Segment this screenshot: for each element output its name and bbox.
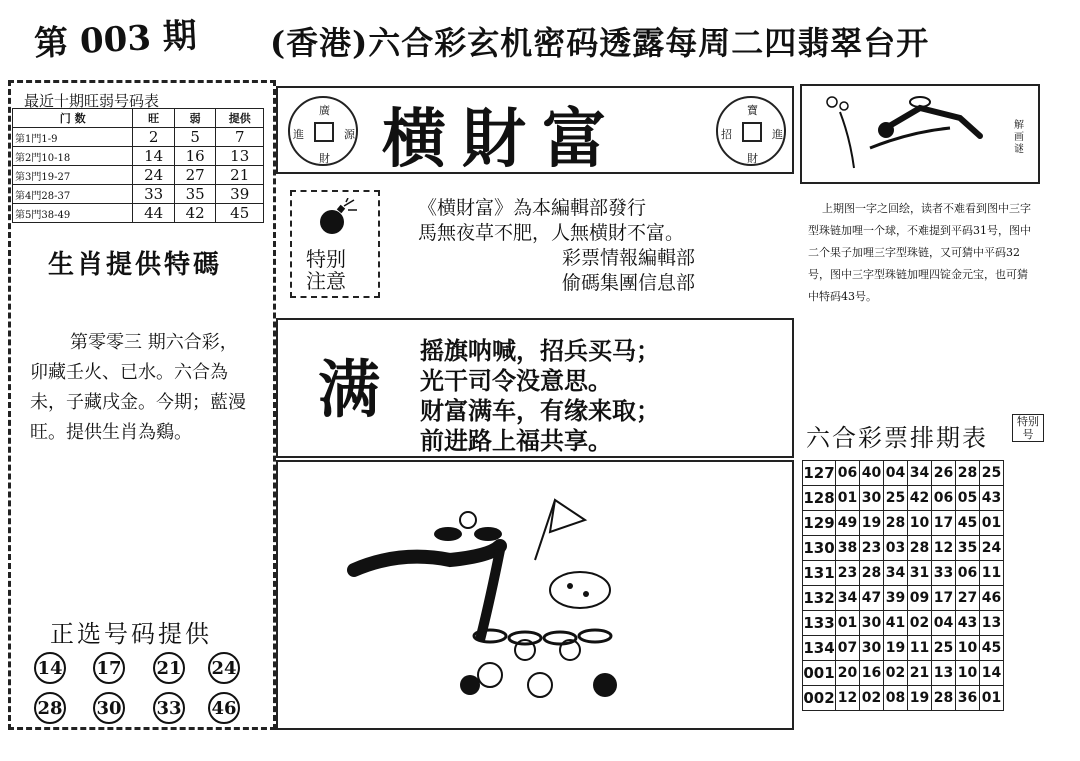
stats-cell: 2: [133, 128, 175, 147]
schedule-number: 10: [956, 661, 980, 686]
coin-char: 源: [344, 128, 355, 141]
stats-cell: 14: [133, 147, 175, 166]
intro-line: 《横財富》為本編輯部發行: [418, 197, 647, 219]
pick-number: 33: [153, 692, 185, 724]
notice-label-line: 特别: [306, 247, 346, 271]
coin-char: 財: [319, 152, 330, 165]
stats-cell: 7: [216, 128, 264, 147]
schedule-number: 28: [956, 461, 980, 486]
schedule-period: 127: [803, 461, 836, 486]
puzzle-drawing: [340, 490, 640, 730]
schedule-number: 04: [884, 461, 908, 486]
coin-char: 進: [772, 128, 783, 141]
schedule-special-number: 45: [980, 636, 1004, 661]
schedule-period: 001: [803, 661, 836, 686]
stats-col-header: 提供: [216, 109, 264, 128]
schedule-number: 10: [956, 636, 980, 661]
bomb-icon: [314, 198, 358, 240]
schedule-number: 19: [884, 636, 908, 661]
page-header: [20, 8, 1060, 68]
schedule-number: 34: [884, 561, 908, 586]
schedule-row: [803, 661, 1004, 686]
stats-cell: 35: [174, 185, 216, 204]
stats-cell: 42: [174, 204, 216, 223]
schedule-number: 30: [860, 636, 884, 661]
intro-line: 馬無夜草不肥，人無横財不富。: [418, 222, 685, 244]
schedule-number: 04: [932, 611, 956, 636]
stats-row: [13, 204, 264, 223]
schedule-row: [803, 536, 1004, 561]
stats-cell: 45: [216, 204, 264, 223]
schedule-number: 34: [836, 586, 860, 611]
stats-cell: 27: [174, 166, 216, 185]
poem-text: [420, 336, 660, 456]
schedule-number: 12: [836, 686, 860, 711]
pick-number: 21: [153, 652, 185, 684]
stats-table: [12, 108, 264, 223]
stats-door: 第4門28-37: [13, 185, 133, 204]
schedule-number: 21: [908, 661, 932, 686]
poem-line: 光干司令没意思。: [420, 367, 612, 395]
schedule-number: 28: [932, 686, 956, 711]
stats-row: [13, 147, 264, 166]
schedule-special-number: 43: [980, 486, 1004, 511]
stats-cell: 16: [174, 147, 216, 166]
schedule-row: [803, 461, 1004, 486]
schedule-number: 07: [836, 636, 860, 661]
schedule-number: 19: [860, 511, 884, 536]
intro-line: 偷碼集團信息部: [562, 272, 696, 294]
riddle-text: 上期图一字之回绘，读者不难看到图中三字型珠链加哩一个球，不难提到平码31号，图中二个果子加哩三字型珠链，又可猜中平码32号，图中三字型珠链加哩四锭金元宝，也可猜中特码43号。: [808, 202, 1031, 303]
stats-door: 第2門10-18: [13, 147, 133, 166]
schedule-period: 134: [803, 636, 836, 661]
schedule-row: [803, 686, 1004, 711]
schedule-row: [803, 561, 1004, 586]
stats-cell: 44: [133, 204, 175, 223]
page-title: (香港)六合彩玄机密码透露每周二四翡翠台开: [270, 24, 930, 62]
picks-title: 正选号码提供: [50, 620, 212, 648]
schedule-number: 02: [884, 661, 908, 686]
stats-col-header: 旺: [133, 109, 175, 128]
schedule-period: 133: [803, 611, 836, 636]
schedule-number: 13: [932, 661, 956, 686]
schedule-special-number: 24: [980, 536, 1004, 561]
stats-col-header: 门 数: [13, 109, 133, 128]
schedule-number: 33: [932, 561, 956, 586]
schedule-number: 05: [956, 486, 980, 511]
schedule-number: 43: [956, 611, 980, 636]
schedule-number: 30: [860, 611, 884, 636]
schedule-number: 45: [956, 511, 980, 536]
schedule-number: 09: [908, 586, 932, 611]
schedule-number: 06: [932, 486, 956, 511]
stats-cell: 21: [216, 166, 264, 185]
schedule-row: [803, 636, 1004, 661]
schedule-number: 20: [836, 661, 860, 686]
pick-number: 14: [34, 652, 66, 684]
schedule-number: 35: [956, 536, 980, 561]
schedule-number: 02: [908, 611, 932, 636]
schedule-number: 12: [932, 536, 956, 561]
poem-line: 摇旗呐喊，招兵买马；: [420, 337, 660, 365]
schedule-number: 23: [860, 536, 884, 561]
schedule-number: 17: [932, 511, 956, 536]
schedule-number: 08: [884, 686, 908, 711]
zodiac-text: 第零零三 期六合彩，卯藏壬火、已水。六合為未，子藏戌金。今期；藍漫旺。提供生肖為鷄。: [30, 332, 246, 443]
poem-line: 前进路上福共享。: [420, 427, 612, 455]
schedule-period: 129: [803, 511, 836, 536]
intro-text: [418, 196, 695, 296]
coin-left-icon: [288, 96, 358, 166]
schedule-number: 49: [836, 511, 860, 536]
stats-door: 第1門1-9: [13, 128, 133, 147]
schedule-number: 10: [908, 511, 932, 536]
schedule-special-number: 11: [980, 561, 1004, 586]
schedule-number: 39: [884, 586, 908, 611]
coin-char: 廣: [319, 104, 330, 117]
schedule-row: [803, 586, 1004, 611]
schedule-number: 36: [956, 686, 980, 711]
pick-number: 17: [93, 652, 125, 684]
schedule-number: 11: [908, 636, 932, 661]
schedule-number: 01: [836, 486, 860, 511]
coin-right-icon: [716, 96, 786, 166]
schedule-number: 28: [884, 511, 908, 536]
stats-door: 第5門38-49: [13, 204, 133, 223]
schedule-number: 47: [860, 586, 884, 611]
schedule-number: 23: [836, 561, 860, 586]
stats-cell: 39: [216, 185, 264, 204]
schedule-number: 06: [836, 461, 860, 486]
schedule-number: 25: [884, 486, 908, 511]
schedule-period: 002: [803, 686, 836, 711]
riddle-drawing: [810, 88, 1000, 180]
schedule-period: 131: [803, 561, 836, 586]
schedule-row: [803, 486, 1004, 511]
schedule-number: 03: [884, 536, 908, 561]
schedule-number: 40: [860, 461, 884, 486]
coin-char: 招: [721, 128, 732, 141]
stats-cell: 24: [133, 166, 175, 185]
schedule-period: 130: [803, 536, 836, 561]
schedule-special-number: 14: [980, 661, 1004, 686]
poem-big-char: 满: [318, 353, 381, 426]
schedule-number: 06: [956, 561, 980, 586]
stats-cell: 13: [216, 147, 264, 166]
stats-cell: 33: [133, 185, 175, 204]
stats-table-title: 最近十期旺弱号码表: [24, 92, 160, 110]
schedule-special-number: 13: [980, 611, 1004, 636]
schedule-special-number: 01: [980, 511, 1004, 536]
riddle-label: 解画谜: [1014, 120, 1024, 155]
schedule-number: 25: [932, 636, 956, 661]
schedule-period: 132: [803, 586, 836, 611]
stats-door: 第3門19-27: [13, 166, 133, 185]
schedule-number: 31: [908, 561, 932, 586]
schedule-row: [803, 511, 1004, 536]
schedule-number: 28: [860, 561, 884, 586]
notice-label: [306, 248, 346, 292]
schedule-number: 02: [860, 686, 884, 711]
pick-number: 46: [208, 692, 240, 724]
schedule-number: 41: [884, 611, 908, 636]
pick-number: 24: [208, 652, 240, 684]
schedule-number: 34: [908, 461, 932, 486]
schedule-number: 17: [932, 586, 956, 611]
poem-line: 财富满车，有缘来取；: [420, 397, 660, 425]
schedule-table: [802, 460, 1004, 711]
schedule-number: 16: [860, 661, 884, 686]
coin-char: 寶: [747, 104, 758, 117]
schedule-number: 27: [956, 586, 980, 611]
pick-number: 28: [34, 692, 66, 724]
schedule-number: 38: [836, 536, 860, 561]
schedule-number: 19: [908, 686, 932, 711]
stats-row: [13, 166, 264, 185]
schedule-number: 30: [860, 486, 884, 511]
zodiac-title: 生肖提供特碼: [48, 250, 223, 280]
schedule-number: 26: [932, 461, 956, 486]
pick-number: 30: [93, 692, 125, 724]
coin-char: 進: [293, 128, 304, 141]
schedule-title: 六合彩票排期表: [806, 424, 988, 452]
schedule-special-number: 01: [980, 686, 1004, 711]
coin-char: 財: [747, 152, 758, 165]
special-number-label: 特别号: [1012, 414, 1044, 442]
stats-row: [13, 128, 264, 147]
intro-line: 彩票情報編輯部: [562, 247, 696, 269]
notice-label-line: 注意: [306, 269, 346, 293]
stats-cell: 5: [174, 128, 216, 147]
schedule-special-number: 25: [980, 461, 1004, 486]
schedule-special-number: 46: [980, 586, 1004, 611]
brand-title: 横財富: [382, 102, 622, 177]
stats-row: [13, 185, 264, 204]
schedule-number: 28: [908, 536, 932, 561]
schedule-number: 01: [836, 611, 860, 636]
stats-col-header: 弱: [174, 109, 216, 128]
issue-number: 第 003 期: [33, 15, 198, 65]
schedule-number: 42: [908, 486, 932, 511]
schedule-row: [803, 611, 1004, 636]
schedule-period: 128: [803, 486, 836, 511]
